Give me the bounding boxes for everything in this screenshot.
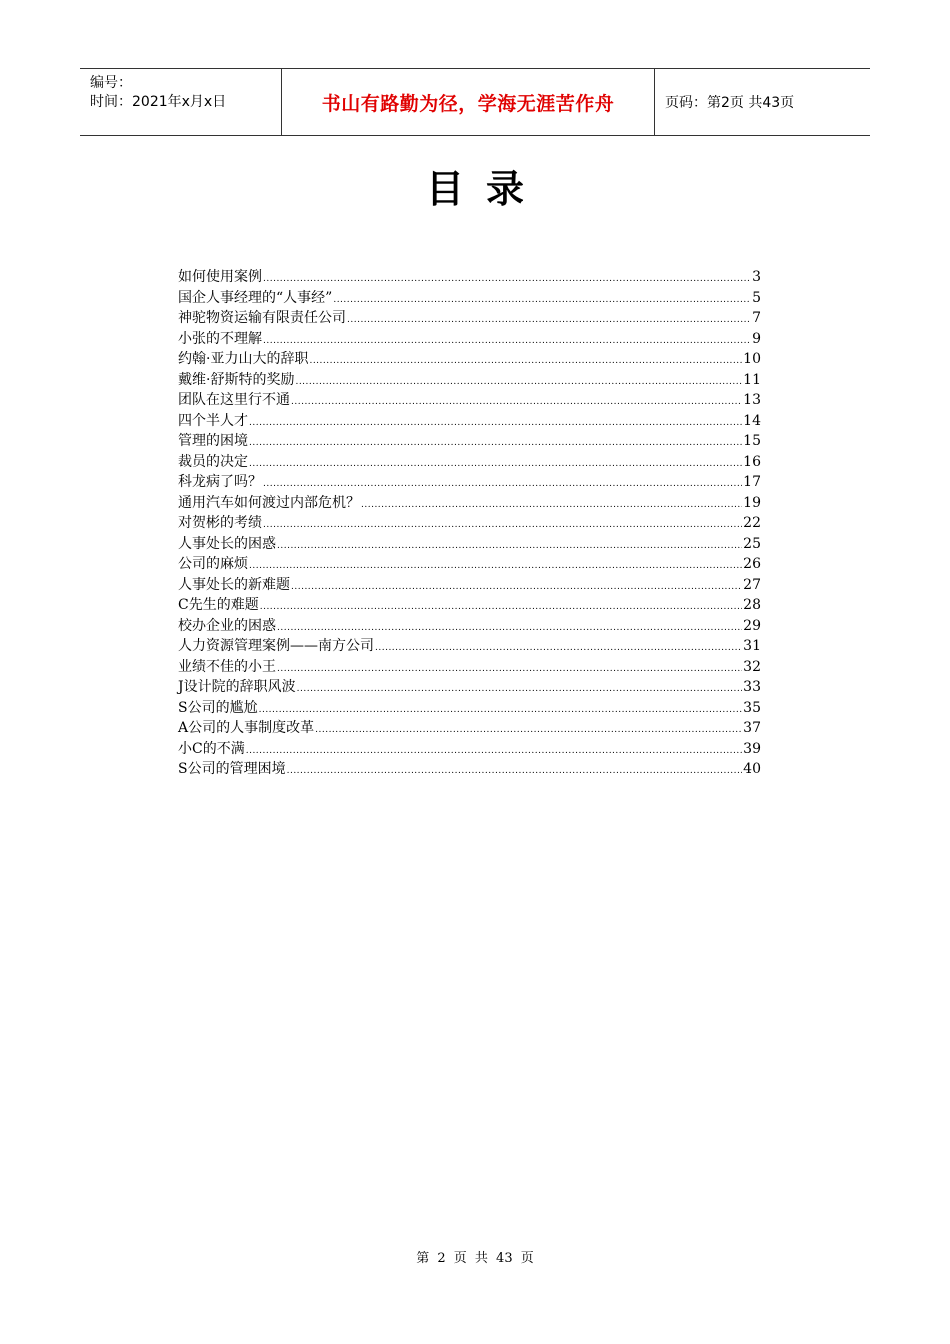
toc-entry[interactable] [178,718,761,739]
header-meta-cell [80,69,282,135]
toc-entry-title: 小C的不满 [178,740,245,757]
toc-entry-page-number: 26 [743,556,761,572]
toc-entry[interactable] [178,329,761,350]
toc-dot-leader [260,597,742,618]
toc-entry-title: 神驼物资运输有限责任公司 [178,310,346,326]
toc-entry-page-number: 17 [743,474,761,490]
toc-dot-leader [263,331,751,352]
toc-entry[interactable] [178,370,761,391]
page-title: 目录 [425,167,546,211]
header-page-cell [655,69,870,135]
toc-dot-leader [297,679,743,700]
toc-entry[interactable] [178,452,761,473]
toc-dot-leader [347,310,751,331]
toc-entry-page-number: 31 [743,638,761,654]
toc-entry[interactable] [178,472,761,493]
toc-dot-leader [361,495,742,516]
page-footer: 第 2 页 共 43 页 [416,1251,534,1266]
toc-entry-page-number: 32 [743,658,761,675]
toc-dot-leader [277,618,742,639]
toc-entry[interactable] [178,677,761,698]
toc-entry-page-number: 5 [752,289,761,306]
toc-entry[interactable] [178,759,761,780]
toc-dot-leader [277,659,742,680]
toc-entry-title: 科龙病了吗？ [178,474,262,490]
toc-entry[interactable] [178,390,761,411]
toc-entry-title: S公司的尴尬 [178,699,258,716]
toc-entry-page-number: 28 [743,597,761,613]
toc-entry-page-number: 3 [752,269,761,285]
toc-entry-title: 人力资源管理案例——南方公司 [178,638,374,654]
toc-entry[interactable] [178,636,761,657]
toc-dot-leader [249,454,742,475]
toc-dot-leader [375,638,742,659]
toc-dot-leader [291,577,742,598]
document-number-label: 编号： [90,75,132,91]
toc-entry[interactable] [178,308,761,329]
header-motto-cell [282,69,655,135]
toc-entry[interactable] [178,616,761,637]
toc-entry-title: 管理的困境 [178,433,248,449]
toc-dot-leader [249,556,742,577]
toc-entry-title: 团队在这里行不通 [178,392,290,408]
toc-dot-leader [249,413,742,434]
table-of-contents [178,267,761,780]
toc-entry[interactable] [178,554,761,575]
toc-entry-title: 人事处长的新难题 [178,576,290,593]
toc-dot-leader [287,761,743,782]
toc-dot-leader [309,351,742,372]
toc-dot-leader [277,536,742,557]
toc-entry[interactable] [178,575,761,596]
toc-dot-leader [246,741,742,762]
toc-entry[interactable] [178,411,761,432]
toc-entry[interactable] [178,267,761,288]
toc-entry-page-number: 33 [743,679,761,695]
toc-dot-leader [263,269,751,290]
toc-entry-page-number: 19 [743,494,761,511]
toc-entry[interactable] [178,595,761,616]
toc-dot-leader [291,392,742,413]
toc-entry[interactable] [178,431,761,452]
toc-entry[interactable] [178,288,761,309]
toc-entry-page-number: 29 [743,617,761,634]
toc-entry-page-number: 11 [743,371,761,388]
toc-entry-page-number: 15 [743,433,761,449]
toc-entry-page-number: 22 [743,515,761,531]
toc-entry-title: 国企人事经理的“人事经” [178,289,333,306]
toc-entry-page-number: 7 [752,310,761,326]
toc-entry-title: 校办企业的困惑 [178,617,276,634]
toc-entry-title: S公司的管理困境 [178,761,286,777]
toc-entry-page-number: 14 [743,412,761,429]
toc-dot-leader [263,474,742,495]
toc-dot-leader [263,515,742,536]
toc-entry-page-number: 16 [743,453,761,470]
toc-entry[interactable] [178,513,761,534]
toc-entry-title: 约翰·亚力山大的辞职 [178,351,309,367]
toc-entry-title: 戴维·舒斯特的奖励 [178,371,295,388]
toc-entry[interactable] [178,349,761,370]
page-header [80,68,870,136]
toc-entry-title: J设计院的辞职风波 [178,679,296,695]
toc-entry-title: 通用汽车如何渡过内部危机？ [178,494,360,511]
toc-entry-page-number: 40 [743,761,761,777]
toc-entry-page-number: 9 [752,330,761,347]
toc-entry-page-number: 35 [743,699,761,716]
toc-entry-title: 小张的不理解 [178,330,262,347]
toc-entry-title: 裁员的决定 [178,453,248,470]
toc-entry-title: 四个半人才 [178,412,248,429]
document-time-label: 时间：2021年x月x日 [90,94,227,110]
toc-entry-title: 如何使用案例 [178,269,262,285]
toc-entry[interactable] [178,493,761,514]
toc-dot-leader [259,700,743,721]
toc-entry[interactable] [178,698,761,719]
toc-entry-title: 业绩不佳的小王 [178,658,276,675]
toc-entry[interactable] [178,739,761,760]
toc-entry-title: 公司的麻烦 [178,556,248,572]
toc-entry-page-number: 10 [743,351,761,367]
toc-entry-title: C先生的难题 [178,597,259,613]
header-page-info: 页码：第2页 共43页 [665,95,795,111]
toc-entry-title: A公司的人事制度改革 [178,720,315,736]
toc-entry-page-number: 27 [743,576,761,593]
toc-entry-title: 人事处长的困惑 [178,535,276,552]
header-motto: 书山有路勤为径，学海无涯苦作舟 [321,92,615,115]
toc-dot-leader [249,433,742,454]
toc-dot-leader [295,372,742,393]
toc-entry-page-number: 39 [743,740,761,757]
toc-entry-page-number: 25 [743,535,761,552]
toc-entry-page-number: 37 [743,720,761,736]
toc-entry[interactable] [178,657,761,678]
toc-entry-title: 对贺彬的考绩 [178,515,262,531]
toc-dot-leader [315,720,742,741]
toc-entry-page-number: 13 [743,392,761,408]
toc-dot-leader [333,290,751,311]
toc-entry[interactable] [178,534,761,555]
